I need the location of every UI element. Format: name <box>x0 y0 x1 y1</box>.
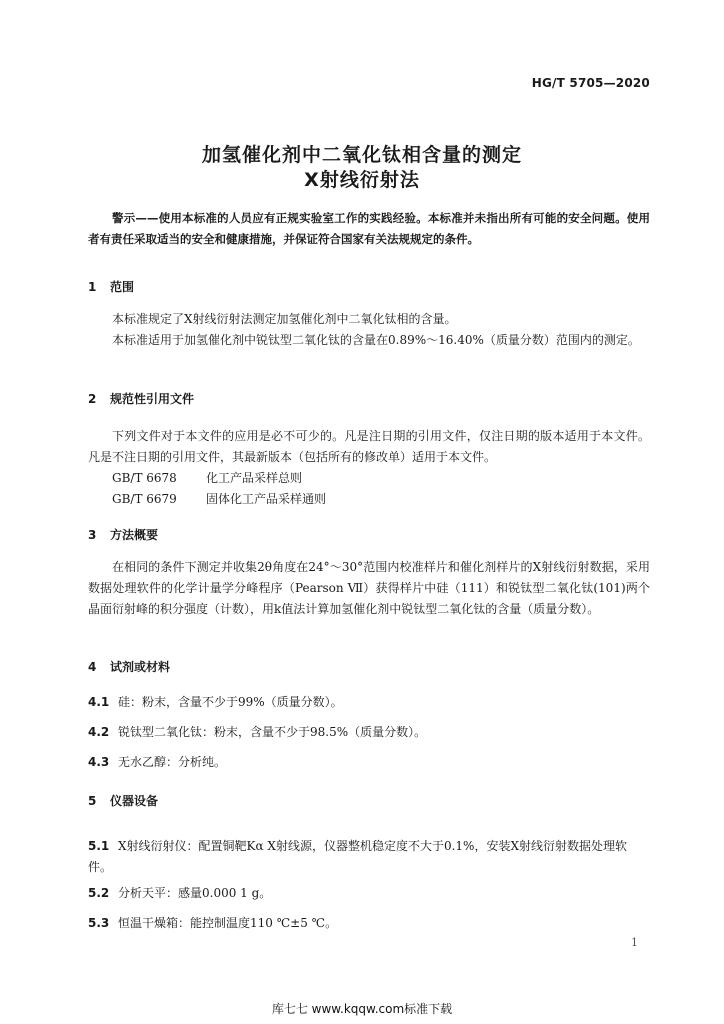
paragraph: 本标准适用于加氢催化剂中锐钛型二氧化钛的含量在0.89%～16.40%（质量分数）范围内的测定。 <box>112 333 640 347</box>
section-heading-4 <box>88 658 170 675</box>
item-text: 锐钛型二氧化钛：粉末，含量不少于98.5%（质量分数）。 <box>118 725 427 739</box>
list-item <box>88 883 650 904</box>
reference-item <box>112 490 326 507</box>
standard-number: HG/T 5705—2020 <box>531 76 650 90</box>
item-text: 无水乙醇：分析纯。 <box>118 755 227 769</box>
paragraph: 下列文件对于本文件的应用是必不可少的。凡是注日期的引用文件，仅注日期的版本适用于本文件。凡是不注日期的引用文件，其最新版本（包括所有的修改单）适用于本文件。 <box>88 429 650 464</box>
section-title: 范围 <box>110 280 135 294</box>
item-number: 4.1 <box>88 695 110 709</box>
paragraph: 在相同的条件下测定并收集2θ角度在24°～30°范围内校准样片和催化剂样片的X射线衍射数据，采用数据处理软件的化学计量学分峰程序（Pearson Ⅶ）获得样片中硅（111）和锐钛型二氧化钛(101)两个晶面衍射峰的积分强度（计数），用k值法计算加氢催化剂中锐钛型二氧化钛的含量（质量分数）。 <box>88 560 650 616</box>
section-heading-1 <box>88 278 134 295</box>
item-text: 恒温干燥箱：能控制温度110 ℃±5 ℃。 <box>118 916 338 930</box>
section-number: 3 <box>88 528 97 542</box>
item-number: 5.2 <box>88 886 110 900</box>
footer-watermark: 库七七 www.kqqw.com标准下载 <box>271 1002 453 1016</box>
reference-code: GB/T 6678 <box>112 471 177 485</box>
list-item <box>88 752 650 773</box>
reference-name: 化工产品采样总则 <box>206 471 303 485</box>
section-title: 方法概要 <box>110 528 159 542</box>
item-number: 5.3 <box>88 916 110 930</box>
reference-name: 固体化工产品采样通则 <box>206 492 327 506</box>
section-heading-2 <box>88 390 194 407</box>
section-title: 规范性引用文件 <box>110 392 195 406</box>
paragraph: 本标准规定了X射线衍射法测定加氢催化剂中二氧化钛相的含量。 <box>112 312 457 326</box>
list-item <box>88 913 650 934</box>
section-heading-5 <box>88 792 158 809</box>
item-text: X射线衍射仪：配置铜靶Kα X射线源，仪器整机稳定度不大于0.1%，安装X射线衍射数据处理软件。 <box>88 839 628 874</box>
section-number: 4 <box>88 660 97 674</box>
document-title: 加氢催化剂中二氧化钛相含量的测定 <box>201 144 522 166</box>
item-number: 4.2 <box>88 725 110 739</box>
reference-item <box>112 469 302 486</box>
section-number: 5 <box>88 794 97 808</box>
list-item <box>88 692 650 713</box>
section-number: 1 <box>88 280 97 294</box>
safety-warning: 警示——使用本标准的人员应有正规实验室工作的实践经验。本标准并未指出所有可能的安全问题。使用者有责任采取适当的安全和健康措施，并保证符合国家有关法规规定的条件。 <box>88 211 650 246</box>
item-text: 硅：粉末，含量不少于99%（质量分数）。 <box>118 695 343 709</box>
list-item <box>88 836 650 878</box>
section-heading-3 <box>88 526 158 543</box>
section-title: 仪器设备 <box>110 794 159 808</box>
item-text: 分析天平：感量0.000 1 g。 <box>118 886 272 900</box>
section-title: 试剂或材料 <box>110 660 171 674</box>
document-subtitle: X射线衍射法 <box>304 169 420 191</box>
item-number: 4.3 <box>88 755 110 769</box>
section-number: 2 <box>88 392 97 406</box>
page-number: 1 <box>631 936 638 949</box>
list-item <box>88 722 650 743</box>
reference-code: GB/T 6679 <box>112 492 177 506</box>
item-number: 5.1 <box>88 839 110 853</box>
